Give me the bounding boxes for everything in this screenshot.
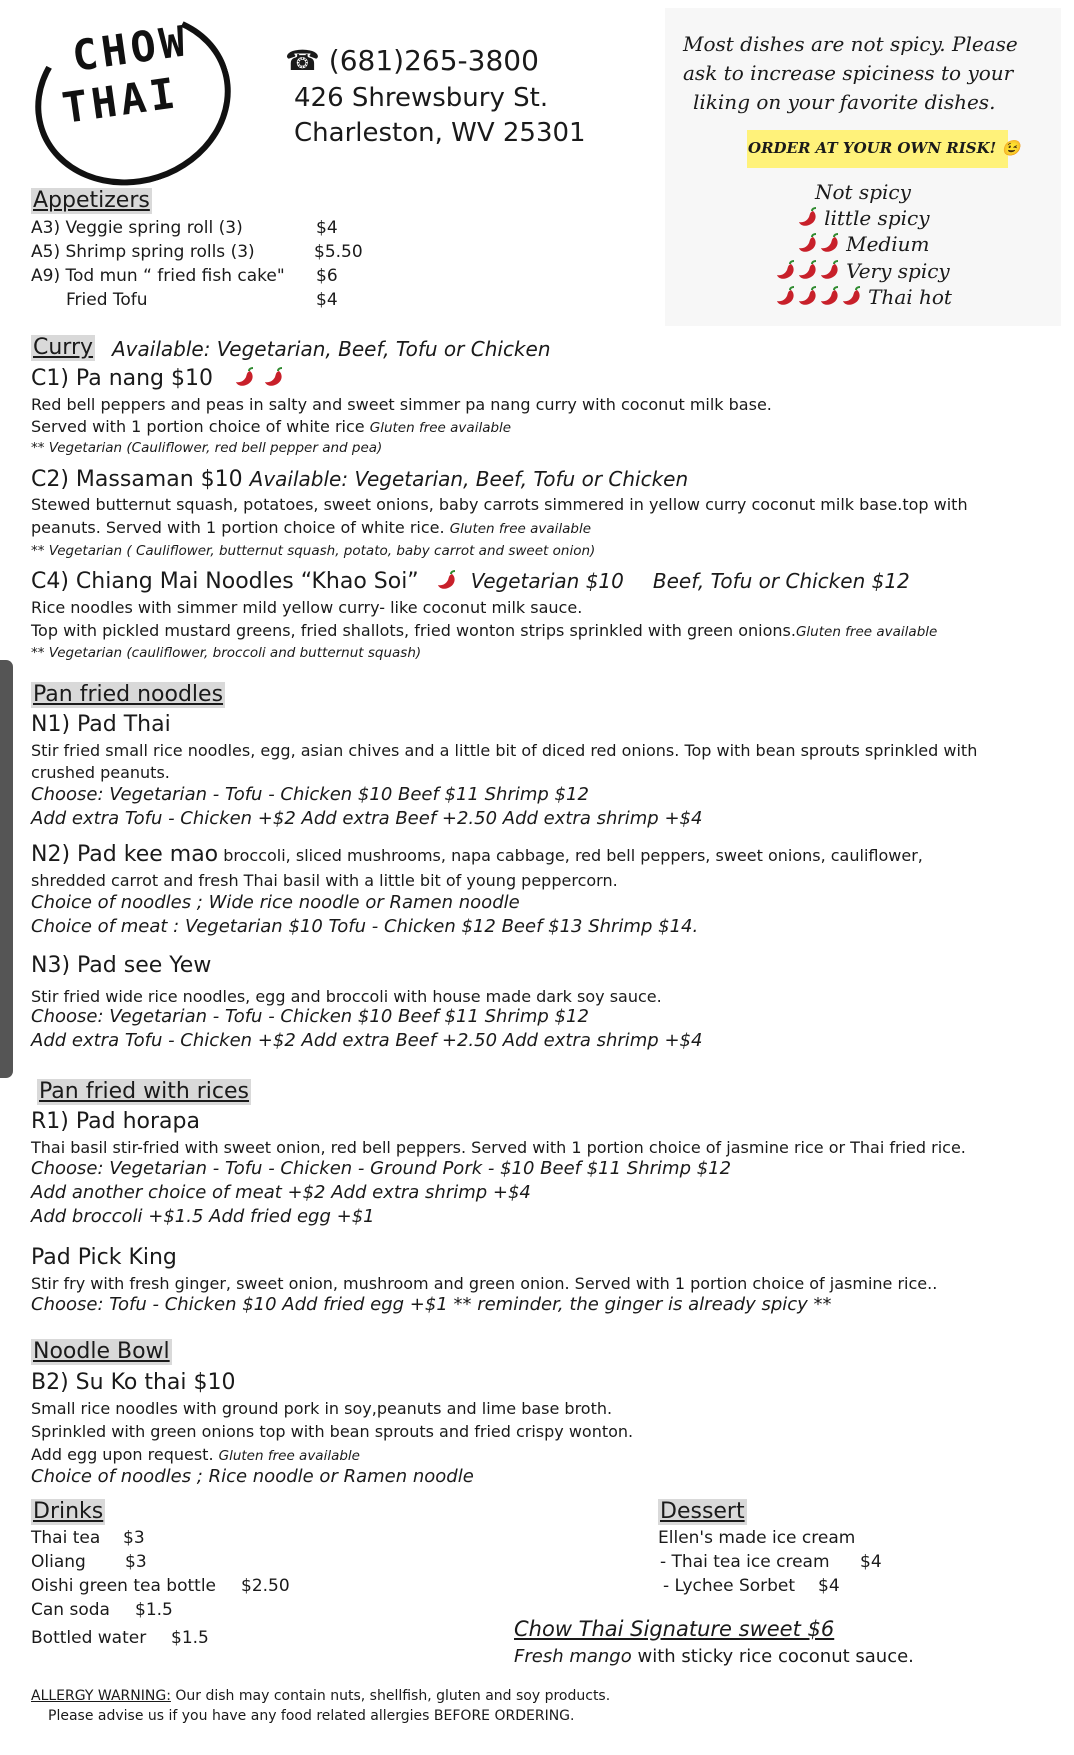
pepper-icon [797, 260, 819, 280]
drink-price: $1.5 [135, 1600, 173, 1620]
menu-price: $4 [316, 218, 338, 238]
pepper-icon [775, 260, 797, 280]
phone-number: (681)265-3800 [328, 44, 539, 77]
drink-price: $2.50 [241, 1576, 290, 1596]
dish-veg-note: ** Vegetarian (cauliflower, broccoli and butternut squash) [31, 645, 422, 661]
dessert-price: $4 [818, 1576, 840, 1596]
dish-desc: Stir fried wide rice noodles, egg and broccoli with house made dark soy sauce. [31, 987, 662, 1006]
section-appetizers: Appetizers [33, 188, 150, 213]
drink-item: Oliang [31, 1552, 86, 1572]
dish-desc: Stir fry with fresh ginger, sweet onion, mushroom and green onion. Served with 1 portion choice of jasmine rice.. [31, 1274, 938, 1293]
menu-item: Fried Tofu [66, 290, 148, 310]
spice-note-2: ask to increase spiciness to your [683, 61, 1014, 85]
dish-options: Add another choice of meat +$2 Add extra shrimp +$4 [31, 1182, 531, 1203]
spice-note-1: Most dishes are not spicy. Please [683, 32, 1018, 56]
phone-icon: ☎ [285, 44, 320, 77]
dish-options: Choose: Vegetarian - Tofu - Chicken - Ground Pork - $10 Beef $11 Shrimp $12 [31, 1158, 732, 1179]
dish-veg-note: ** Vegetarian (Cauliflower, red bell pepper and pea) [31, 440, 383, 456]
dish-veg-note: ** Vegetarian ( Cauliflower, butternut squash, potato, baby carrot and sweet onion) [31, 543, 596, 559]
menu-item: A3) Veggie spring roll (3) [31, 218, 243, 238]
dish-options: Add extra Tofu - Chicken +$2 Add extra Beef +2.50 Add extra shrimp +$4 [31, 808, 703, 829]
dish-options: Add broccoli +$1.5 Add fried egg +$1 [31, 1206, 375, 1227]
menu-price: $5.50 [314, 242, 363, 262]
dish-b2: B2) Su Ko thai $10 [31, 1370, 236, 1395]
risk-text: ORDER AT YOUR OWN RISK! 😉 [748, 139, 1021, 157]
dessert-item: - Thai tea ice cream [660, 1552, 830, 1572]
drink-price: $3 [125, 1552, 147, 1572]
dish-pad-pick-king: Pad Pick King [31, 1245, 177, 1270]
menu-price: $6 [316, 266, 338, 286]
dish-options: Choose: Tofu - Chicken $10 Add fried egg +$1 ** reminder, the ginger is already spicy ** [31, 1294, 832, 1315]
dish-options: Choice of noodles ; Rice noodle or Ramen noodle [31, 1466, 474, 1487]
dish-desc: Top with pickled mustard greens, fried shallots, fried wonton strips sprinkled with green onions.Gluten free available [31, 621, 938, 640]
dish-desc: Stewed butternut squash, potatoes, sweet onions, baby carrots simmered in yellow curry coconut milk base.top with [31, 495, 968, 514]
section-pan-fried-rices: Pan fried with rices [39, 1079, 250, 1104]
legend-not-spicy: Not spicy [815, 180, 911, 204]
dish-options: Add extra Tofu - Chicken +$2 Add extra Beef +2.50 Add extra shrimp +$4 [31, 1030, 703, 1051]
dish-options: Choice of meat : Vegetarian $10 Tofu - Chicken $12 Beef $13 Shrimp $14. [31, 916, 699, 937]
pepper-icon [263, 367, 285, 387]
wink-icon: 😉 [1001, 139, 1021, 157]
pepper-icon [819, 233, 841, 253]
drink-item: Oishi green tea bottle [31, 1576, 217, 1596]
pepper-icon [819, 260, 841, 280]
legend-very-spicy: Very spicy [775, 259, 950, 283]
curry-available: Available: Vegetarian, Beef, Tofu or Chicken [112, 337, 551, 361]
drink-item: Bottled water [31, 1628, 147, 1648]
menu-price: $4 [316, 290, 338, 310]
legend-little-spicy: little spicy [797, 206, 930, 230]
pepper-icon [797, 286, 819, 306]
dish-desc: Stir fried small rice noodles, egg, asian chives and a little bit of diced red onions. Top with bean sprouts sprinkled with [31, 741, 978, 760]
dish-n3: N3) Pad see Yew [31, 953, 212, 978]
dish-desc: peanuts. Served with 1 portion choice of white rice. Gluten free available [31, 518, 592, 537]
menu-item: A5) Shrimp spring rolls (3) [31, 242, 255, 262]
signature-desc: Fresh mango with sticky rice coconut sauce. [514, 1646, 914, 1667]
allergy-warning: ALLERGY WARNING: Our dish may contain nuts, shellfish, gluten and soy products. [31, 1688, 611, 1704]
dish-options: Choose: Vegetarian - Tofu - Chicken $10 Beef $11 Shrimp $12 [31, 1006, 589, 1027]
dish-desc: Rice noodles with simmer mild yellow curry- like coconut milk sauce. [31, 598, 583, 617]
pepper-icon [234, 367, 256, 387]
section-pan-fried-noodles: Pan fried noodles [33, 682, 224, 707]
spice-note-3: liking on your favorite dishes. [693, 90, 996, 114]
dish-desc: Add egg upon request. Gluten free available [31, 1445, 360, 1464]
dish-desc: Sprinkled with green onions top with bean sprouts and fried crispy wonton. [31, 1422, 634, 1441]
logo-text-1: CHOW [69, 16, 192, 81]
dish-desc: Thai basil stir-fried with sweet onion, red bell peppers. Served with 1 portion choice of jasmine rice or Thai fried rice. [31, 1138, 966, 1157]
dish-c2: C2) Massaman $10 Available: Vegetarian, Beef, Tofu or Chicken [31, 467, 689, 492]
menu-item: A9) Tod mun “ fried fish cake" [31, 266, 285, 286]
section-dessert: Dessert [660, 1499, 745, 1524]
allergy-advice: Please advise us if you have any food related allergies BEFORE ORDERING. [48, 1708, 575, 1724]
legend-thai-hot: Thai hot [775, 285, 952, 309]
dish-desc: shredded carrot and fresh Thai basil with a little bit of young peppercorn. [31, 871, 618, 890]
section-drinks: Drinks [33, 1499, 104, 1524]
pepper-icon [841, 286, 863, 306]
dish-c1: C1) Pa nang $10 [31, 366, 285, 392]
dish-desc: Small rice noodles with ground pork in soy,peanuts and lime base broth. [31, 1399, 613, 1418]
dessert-item: - Lychee Sorbet [663, 1576, 796, 1596]
dish-desc: Red bell peppers and peas in salty and sweet simmer pa nang curry with coconut milk base. [31, 395, 772, 414]
pepper-icon [797, 233, 819, 253]
pepper-icon [819, 286, 841, 306]
dish-n1: N1) Pad Thai [31, 712, 171, 737]
section-noodle-bowl: Noodle Bowl [33, 1339, 170, 1364]
drink-item: Can soda [31, 1600, 110, 1620]
drink-item: Thai tea [31, 1528, 101, 1548]
drink-price: $3 [123, 1528, 145, 1548]
dish-options: Choose: Vegetarian - Tofu - Chicken $10 Beef $11 Shrimp $12 [31, 784, 589, 805]
legend-medium: Medium [797, 232, 929, 256]
dish-n2: N2) Pad kee mao broccoli, sliced mushrooms, napa cabbage, red bell peppers, sweet onions, cauliflower, [31, 842, 923, 867]
pepper-icon [797, 207, 819, 227]
dessert-price: $4 [860, 1552, 882, 1572]
logo-text-2: THAI [59, 68, 182, 133]
dish-desc: Served with 1 portion choice of white rice Gluten free available [31, 417, 512, 436]
dish-options: Choice of noodles ; Wide rice noodle or Ramen noodle [31, 892, 520, 913]
dish-desc: crushed peanuts. [31, 763, 170, 782]
address-line2: Charleston, WV 25301 [294, 118, 586, 148]
section-curry: Curry [33, 335, 94, 360]
pepper-icon [436, 570, 458, 590]
dessert-subtitle: Ellen's made ice cream [658, 1528, 856, 1548]
address-line1: 426 Shrewsbury St. [294, 83, 549, 113]
dish-r1: R1) Pad horapa [31, 1109, 200, 1134]
pepper-icon [775, 286, 797, 306]
phone[interactable] [285, 44, 539, 77]
dish-c4: C4) Chiang Mai Noodles “Khao Soi” Vegetarian $10 Beef, Tofu or Chicken $12 [31, 569, 910, 594]
signature-sweet: Chow Thai Signature sweet $6 [514, 1617, 835, 1641]
drink-price: $1.5 [171, 1628, 209, 1648]
scrollbar[interactable] [0, 660, 13, 1078]
